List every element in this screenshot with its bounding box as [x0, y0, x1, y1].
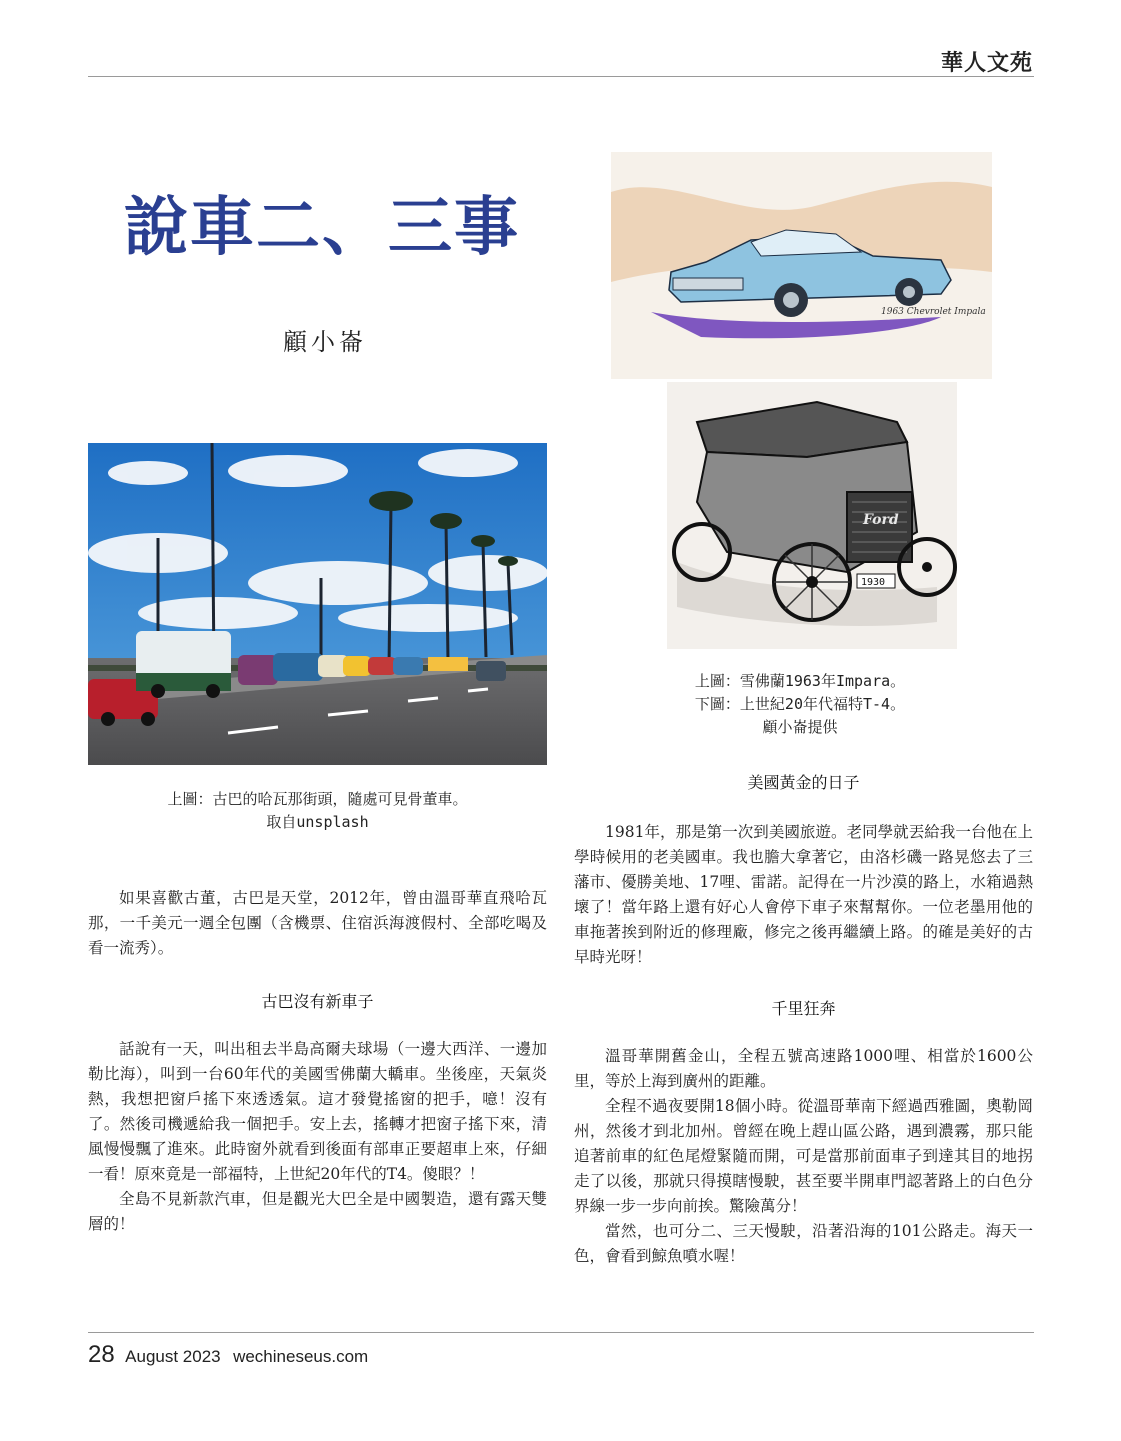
- ford-grille-logo: Ford: [863, 512, 899, 528]
- impala-watercolor: [611, 152, 992, 379]
- subhead-long-drive: 千里狂奔: [771, 999, 836, 1018]
- cuba-story: [88, 1037, 547, 1237]
- issue-date: August 2023: [125, 1347, 221, 1366]
- caption-line: 上圖：古巴的哈瓦那街頭，隨處可見骨董車。: [167, 790, 468, 808]
- paragraph: 全程不過夜要開18個小時。從溫哥華南下經過西雅圖，奧勒岡州，然後才到北加州。曾經在晚上趕山區公路，遇到濃霧，那只能追著前車的紅色尾燈緊隨而開，可是當那前面車子到達其目的地拐走了以後，那就只得摸瞎慢駛，甚至要半開車門認著路上的白色分界線一步一步向前挨。驚險萬分！: [574, 1097, 1033, 1215]
- page-number: 28: [88, 1341, 115, 1368]
- subhead-golden-days: 美國黃金的日子: [747, 773, 860, 792]
- footer-rule: [88, 1332, 1034, 1333]
- paragraph: 如果喜歡古董，古巴是天堂，2012年，曾由溫哥華直飛哈瓦那，一千美元一週全包團（含機票、住宿浜海渡假村、全部吃喝及看一流秀）。: [88, 889, 547, 957]
- ford-plate: 1930: [861, 577, 886, 588]
- caption-line-bottom: 下圖：上世紀20年代福特T-4。: [694, 695, 906, 713]
- ford-ink-drawing: [667, 382, 957, 649]
- paragraph: 1981年，那是第一次到美國旅遊。老同學就丟給我一台他在上學時候用的老美國車。我也膽大拿著它，由洛杉磯一路晃悠去了三藩市、優勝美地、17哩、雷諾。記得在一片沙漠的路上，水箱過熱壞了！當年路上還有好心人會停下車子來幫幫你。一位老墨用他的車拖著挨到附近的修理廠，修完之後再繼續上路。的確是美好的古早時光呀！: [574, 823, 1033, 966]
- caption-credit: 取自unsplash: [266, 813, 369, 831]
- paragraph: 全島不見新款汽車，但是觀光大巴全是中國製造，還有露天雙層的！: [88, 1190, 547, 1233]
- section-name: 華人文苑: [940, 50, 1033, 76]
- article-author: 顧小崙: [283, 328, 367, 356]
- header-rule: [88, 76, 1034, 77]
- paragraph: 當然，也可分二、三天慢駛，沿著沿海的101公路走。海天一色，會看到鯨魚噴水喔！: [574, 1222, 1033, 1265]
- paragraph: 溫哥華開舊金山，全程五號高速路1000哩、相當於1600公里，等於上海到廣州的距離。: [574, 1047, 1033, 1090]
- paragraph: 話說有一天，叫出租去半島高爾夫球場（一邊大西洋、一邊加勒比海），叫到一台60年代的美國雪佛蘭大轎車。坐後座，天氣炎熱，我想把窗戶搖下來透透氣。這才發覺搖窗的把手，噫！沒有了。然後司機遞給我一個把手。安上去，搖轉才把窗子搖下來，清風慢慢飄了進來。此時窗外就看到後面有部車正要超車上來，仔細一看！原來竟是一部福特，上世紀20年代的T4。傻眼？！: [88, 1040, 547, 1183]
- golden-days-story: [574, 820, 1033, 970]
- page-footer: [88, 1341, 368, 1369]
- caption-credit: 顧小崙提供: [762, 718, 838, 736]
- havana-street-photo: [88, 443, 547, 765]
- impala-signature: 1963 Chevrolet Impala: [881, 307, 986, 317]
- caption-line-top: 上圖：雪佛蘭1963年Impara。: [694, 672, 906, 690]
- website-link[interactable]: wechineseus.com: [233, 1347, 369, 1366]
- car-drawings-caption: [600, 670, 1000, 739]
- havana-photo-caption: [88, 788, 547, 834]
- intro-paragraph: [88, 886, 547, 961]
- long-drive-story: [574, 1044, 1033, 1269]
- subhead-cuba-no-new-cars: 古巴沒有新車子: [261, 992, 374, 1011]
- article-title: 說車二、三事: [124, 191, 520, 265]
